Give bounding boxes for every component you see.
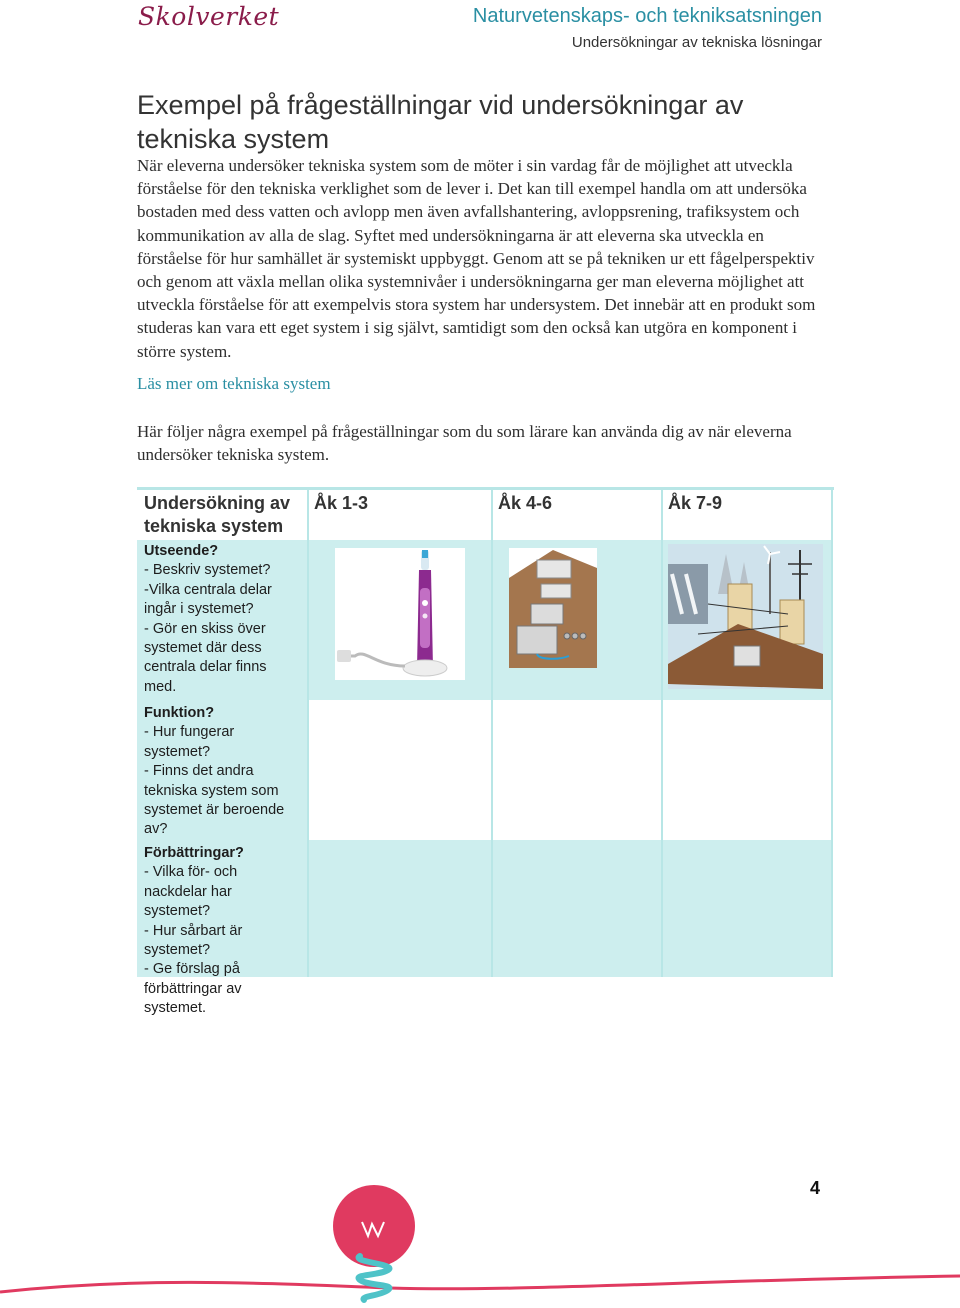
column-divider: [831, 490, 833, 977]
header-cell-grade-7-9: Åk 7-9: [661, 490, 831, 540]
power-grid-image: [668, 544, 823, 689]
question-line: - Hur fungerar systemet?: [144, 724, 235, 760]
header-cell-grade-1-3: Åk 1-3: [307, 490, 491, 540]
read-more-link[interactable]: Läs mer om tekniska system: [137, 374, 331, 393]
footer-line: [0, 1276, 960, 1292]
column-divider: [661, 490, 663, 977]
electric-toothbrush-image: [335, 548, 465, 680]
column-divider: [307, 490, 309, 977]
table-row-empty: [307, 700, 831, 840]
question-line: - Vilka för- och nackdelar har systemet?: [144, 864, 238, 920]
bulb-base-icon: [358, 1256, 389, 1300]
question-line: - Finns det andra tekniska system som systemet är beroende av?: [144, 763, 285, 838]
question-heading: Förbättringar?: [144, 845, 244, 861]
row-forbattringar-questions: [137, 840, 307, 1017]
header-cell-grade-4-6: Åk 4-6: [491, 490, 661, 540]
toothbrush-icon: [335, 548, 465, 680]
row-utseende-questions: [137, 538, 307, 698]
question-line: - Beskriv systemet?: [144, 562, 271, 579]
question-heading: Utseende?: [144, 543, 219, 559]
house-wiring-icon: [509, 548, 597, 668]
skolverket-logo: Skolverket: [138, 2, 280, 31]
question-line: - Ge förslag på förbättringar av systemet.: [144, 961, 242, 1017]
page-title: Exempel på frågeställningar vid undersökningar av tekniska system: [137, 90, 744, 154]
question-heading: Funktion?: [144, 705, 215, 721]
questions-table: [137, 487, 834, 1017]
row-funktion-questions: [137, 700, 307, 840]
question-line: - Gör en skiss över systemet där dess centrala delar finns med.: [144, 620, 267, 695]
header-cell-topic: Undersökning av tekniska system: [137, 490, 307, 540]
intro-paragraph-2: Här följer några exempel på frågeställningar som du som lärare kan använda dig av när eleverna undersöker tekniska system.: [137, 422, 792, 465]
column-divider: [491, 490, 493, 977]
page-number: 4: [810, 1178, 821, 1198]
intro-paragraph: När eleverna undersöker tekniska system som de möter i sin vardag får de möjlighet att utveckla förståelse för den tekniska verklighet som de lever i. Det kan till exempel handla om att undersöka bostaden med dess vatten och avlopp men även avfallshantering, avloppsrening, trafiksystem och kommunikation av alla de slag. Syftet med undersökningarna är att eleverna ska utveckla en förståelse för hur samhället är systemiskt uppbyggt. Genom att se på tekniken ur ett fågelperspektiv och genom att växla mellan olika systemnivåer i undersökningarna ger man eleverna möjlighet att utveckla förståelse för att exempelvis stora system har undersystem. Det innebär att en produkt som studeras kan vara ett eget system i sig självt, samtidigt som den också kan utgöra en komponent i större system.: [137, 156, 816, 361]
question-line: - Hur sårbart är systemet?: [144, 922, 243, 959]
lightbulb-footer: [0, 1180, 960, 1308]
power-plant-icon: [668, 544, 823, 689]
question-line: -Vilka centrala delar ingår i systemet?: [144, 581, 272, 618]
house-electricity-image: [509, 548, 597, 668]
header-title: Naturvetenskaps- och tekniksatsningen: [472, 5, 822, 27]
header-subtitle: Undersökningar av tekniska lösningar: [571, 34, 822, 51]
